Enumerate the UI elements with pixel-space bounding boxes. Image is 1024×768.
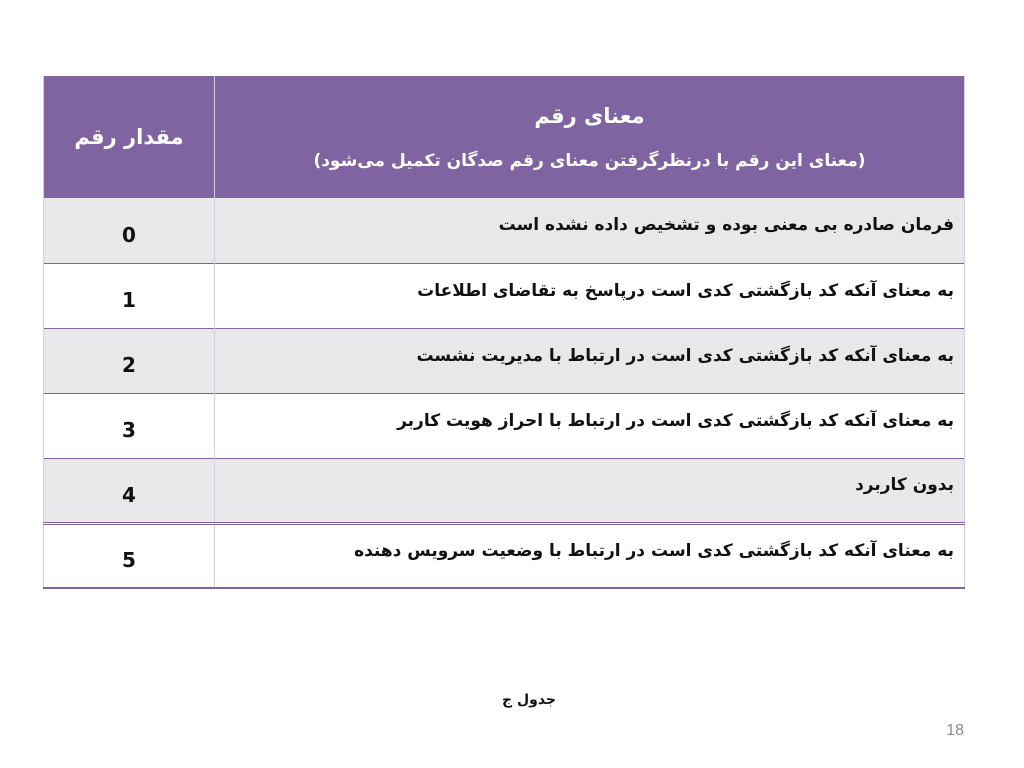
row-meaning: به معنای آنکه کد بازگشتی کدی است درپاسخ به تقاضای اطلاعات [215,263,965,328]
table-header-row [44,76,965,198]
table-row [44,328,965,393]
table-row [44,263,965,328]
table-caption: جدول ج [502,692,556,708]
row-value: 3 [44,393,215,458]
value-column-header: مقدار رقم [44,76,215,198]
row-value: 5 [44,523,215,588]
row-value: 4 [44,458,215,523]
codes-table [43,76,965,589]
meaning-column-note: (معنای این رقم با درنظرگرفتن معنای رقم صدگان تکمیل می‌شود) [313,151,866,171]
row-meaning: به معنای آنکه کد بازگشتی کدی است در ارتباط با وضعیت سرویس دهنده [215,523,965,588]
row-meaning: فرمان صادره بی معنی بوده و تشخیص داده نشده است [215,198,965,263]
row-meaning: به معنای آنکه کد بازگشتی کدی است در ارتباط با احراز هویت کاربر [215,393,965,458]
meaning-column-title: معنای رقم [534,104,645,128]
meaning-column-header [215,76,965,198]
row-value: 0 [44,198,215,263]
reply-code-meaning-table [43,76,965,589]
row-value: 1 [44,263,215,328]
row-value: 2 [44,328,215,393]
table-row [44,523,965,588]
row-meaning: به معنای آنکه کد بازگشتی کدی است در ارتباط با مدیریت نشست [215,328,965,393]
row-meaning: بدون کاربرد [215,458,965,523]
table-row [44,198,965,263]
table-row [44,393,965,458]
table-row [44,458,965,523]
page-number: 18 [946,722,964,739]
